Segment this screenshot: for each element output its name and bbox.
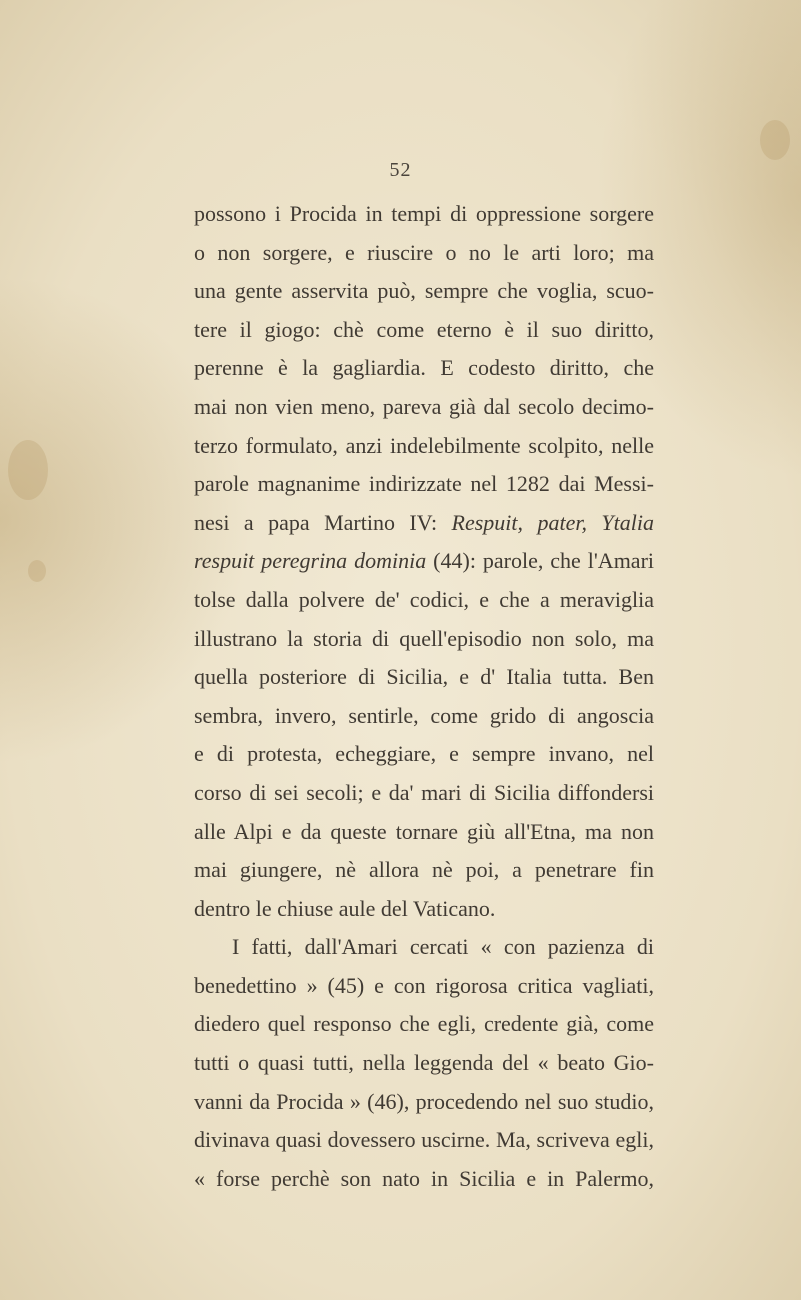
- text-line: diedero quel responso che egli, credente già, come: [194, 1011, 654, 1037]
- text-line: o non sorgere, e riuscire o no le arti loro; ma: [194, 239, 654, 265]
- text-line: tutti o quasi tutti, nella leggenda del « beato Gio-: [194, 1050, 654, 1076]
- text-line: alle Alpi e da queste tornare giù all'Etna, ma non: [194, 818, 654, 844]
- foxing-stain: [8, 440, 48, 500]
- page-number: 52: [389, 159, 412, 181]
- text-line: parole magnanime indirizzate nel 1282 dai Messi-: [194, 471, 654, 497]
- text-line: benedettino » (45) e con rigorosa critica vagliati,: [194, 972, 654, 998]
- latin-quote: peregrina dominia: [261, 548, 427, 574]
- text-line: corso di sei secoli; e da' mari di Sicilia diffondersi: [194, 779, 654, 805]
- body-text: [194, 195, 654, 1198]
- text-line: dentro le chiuse aule del Vaticano.: [194, 895, 496, 921]
- latin-quote: Respuit, pater, Ytalia: [451, 509, 655, 535]
- text-line: vanni da Procida » (46), procedendo nel suo studio,: [194, 1088, 654, 1114]
- latin-quote: respuit: [194, 548, 255, 574]
- text-line: perenne è la gagliardia. E codesto diritto, che: [194, 355, 654, 381]
- text-line: tolse dalla polvere de' codici, e che a meraviglia: [194, 586, 654, 612]
- text-line-with-quote: [194, 542, 654, 581]
- text-line: terzo formulato, anzi indelebilmente scolpito, nelle: [194, 432, 654, 458]
- text-line: una gente asservita può, sempre che voglia, scuo-: [194, 278, 654, 304]
- text-line: divinava quasi dovessero uscirne. Ma, scriveva egli,: [194, 1127, 654, 1153]
- text-segment: (44): parole, che l'Amari: [433, 548, 655, 574]
- text-line: « forse perchè son nato in Sicilia e in Palermo,: [194, 1165, 654, 1191]
- text-line: quella posteriore di Sicilia, e d' Italia tutta. Ben: [194, 664, 654, 690]
- text-line: mai non vien meno, pareva già dal secolo decimo-: [194, 393, 654, 419]
- text-line: sembra, invero, sentirle, come grido di angoscia: [194, 702, 654, 728]
- text-line: illustrano la storia di quell'episodio non solo, ma: [194, 625, 654, 651]
- text-line-with-quote: [194, 504, 654, 543]
- text-segment: nesi a papa Martino IV:: [194, 509, 438, 535]
- text-line: possono i Procida in tempi di oppressione sorgere: [194, 201, 654, 226]
- text-line: tere il giogo: chè come eterno è il suo diritto,: [194, 316, 654, 342]
- foxing-stain: [28, 560, 46, 582]
- text-line: I fatti, dall'Amari cercati « con pazienza di: [232, 934, 654, 960]
- foxing-stain: [760, 120, 790, 160]
- text-line: mai giungere, nè allora nè poi, a penetrare fin: [194, 857, 654, 883]
- text-line: e di protesta, echeggiare, e sempre invano, nel: [194, 741, 654, 767]
